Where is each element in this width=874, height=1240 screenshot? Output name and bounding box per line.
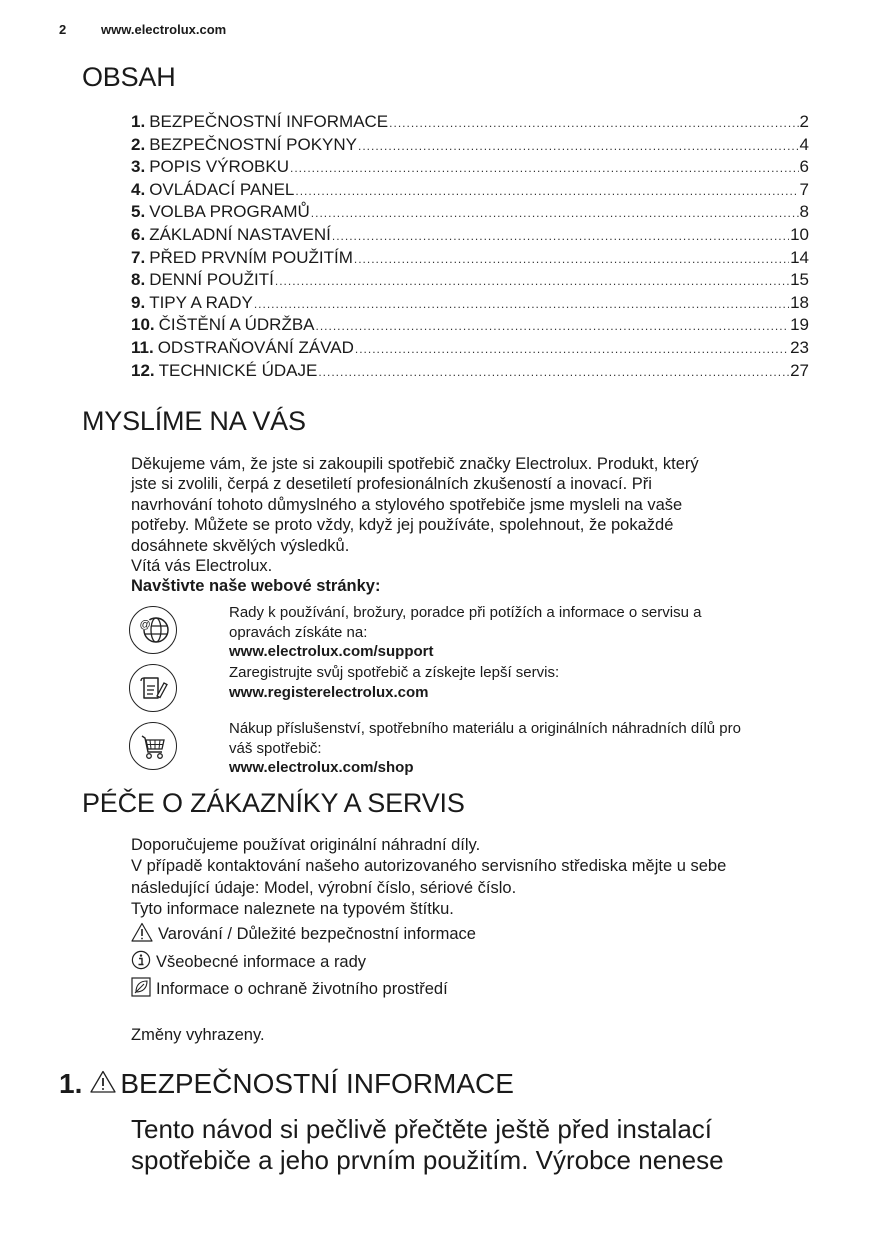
toc-page: 10 bbox=[790, 224, 809, 244]
toc-item[interactable] bbox=[131, 315, 809, 338]
toc-number: 7. bbox=[131, 247, 146, 267]
toc-item[interactable] bbox=[131, 202, 809, 225]
service-title: PÉČE O ZÁKAZNÍKY A SERVIS bbox=[82, 788, 465, 818]
toc-label: PŘED PRVNÍM POUŽITÍM bbox=[149, 247, 353, 267]
text-line: následující údaje: Model, výrobní číslo, sériové číslo. bbox=[131, 878, 517, 897]
toc-page: 6 bbox=[799, 157, 809, 177]
text-line: spotřebiče a jeho prvním použitím. Výrobce nenese bbox=[131, 1145, 724, 1175]
leaf-icon bbox=[131, 977, 151, 1002]
toc-number: 6. bbox=[131, 224, 146, 244]
text-line: dosáhnete skvělých výsledků. bbox=[131, 536, 350, 555]
header-url: www.electrolux.com bbox=[101, 22, 227, 37]
text-line: váš spotřebič: bbox=[229, 739, 322, 757]
support-link-block bbox=[229, 603, 701, 662]
toc-label: TIPY A RADY bbox=[149, 292, 253, 312]
toc-item[interactable] bbox=[131, 361, 809, 384]
legend-environment bbox=[131, 977, 448, 1002]
toc-leader bbox=[295, 184, 798, 198]
section-1-heading bbox=[59, 1068, 514, 1100]
toc-label: POPIS VÝROBKU bbox=[149, 157, 290, 177]
text-line: Děkujeme vám, že jste si zakoupili spotřebič značky Electrolux. Produkt, který bbox=[131, 455, 699, 473]
toc-page: 15 bbox=[790, 270, 809, 290]
toc-number: 2. bbox=[131, 134, 146, 154]
text-line: Doporučujeme používat originální náhradní díly. bbox=[131, 836, 481, 854]
toc-leader bbox=[290, 161, 799, 175]
toc-label: VOLBA PROGRAMŮ bbox=[149, 202, 310, 222]
thinking-paragraph bbox=[131, 454, 699, 597]
toc-leader bbox=[311, 206, 799, 220]
toc-label: ČIŠTĚNÍ A ÚDRŽBA bbox=[158, 315, 315, 335]
toc-number: 3. bbox=[131, 157, 146, 177]
toc-item[interactable] bbox=[131, 248, 809, 271]
changes-note: Změny vyhrazeny. bbox=[131, 1026, 265, 1044]
toc-label: ZÁKLADNÍ NASTAVENÍ bbox=[149, 224, 331, 244]
toc-title: OBSAH bbox=[82, 62, 176, 92]
toc-leader bbox=[354, 252, 789, 266]
svg-text:@: @ bbox=[139, 619, 151, 631]
legend-info bbox=[131, 950, 366, 975]
text-line: Tento návod si pečlivě přečtěte ještě před instalací bbox=[131, 1114, 713, 1144]
toc-page: 2 bbox=[799, 112, 809, 131]
toc-leader bbox=[316, 319, 790, 333]
text-line: jste si zvolili, čerpá z desetiletí profesionálních zkušeností a inovací. Při bbox=[131, 475, 652, 494]
toc-page: 4 bbox=[799, 134, 809, 154]
toc-label: TECHNICKÉ ÚDAJE bbox=[158, 360, 318, 380]
cart-icon bbox=[129, 722, 177, 770]
toc-number: 1. bbox=[131, 112, 146, 131]
text-line: Nákup příslušenství, spotřebního materiálu a originálních náhradních dílů pro bbox=[229, 720, 741, 737]
toc-item[interactable] bbox=[131, 135, 809, 158]
text-line: Tyto informace naleznete na typovém štítku. bbox=[131, 899, 454, 918]
text-line: opravách získáte na: bbox=[229, 623, 368, 641]
toc-leader bbox=[254, 297, 789, 311]
legend-warning bbox=[131, 922, 476, 947]
support-link[interactable]: www.electrolux.com/support bbox=[229, 643, 434, 661]
toc-label: DENNÍ POUŽITÍ bbox=[149, 270, 274, 290]
legend-text: Varování / Důležité bezpečnostní informace bbox=[158, 925, 476, 943]
info-icon bbox=[131, 950, 151, 975]
text-line: Zaregistrujte svůj spotřebič a získejte lepší servis: bbox=[229, 664, 560, 681]
register-link[interactable]: www.registerelectrolux.com bbox=[229, 683, 429, 701]
toc-item[interactable] bbox=[131, 157, 809, 180]
toc-leader bbox=[389, 116, 798, 130]
text-line: Vítá vás Electrolux. bbox=[131, 557, 273, 576]
toc-page: 8 bbox=[799, 202, 809, 222]
toc-page: 19 bbox=[790, 315, 809, 335]
text-line: potřeby. Můžete se proto vždy, když jej používáte, spolehnout, že pokaždé bbox=[131, 516, 674, 535]
toc-leader bbox=[275, 274, 789, 288]
toc-page: 23 bbox=[790, 337, 809, 357]
toc-leader bbox=[358, 139, 799, 153]
legend-text: Všeobecné informace a rady bbox=[156, 953, 367, 971]
toc-number: 12. bbox=[131, 360, 155, 380]
section-title: BEZPEČNOSTNÍ INFORMACE bbox=[120, 1068, 514, 1099]
toc-label: BEZPEČNOSTNÍ INFORMACE bbox=[149, 112, 389, 131]
shop-link-block bbox=[229, 719, 741, 778]
toc-number: 10. bbox=[131, 315, 155, 335]
section-number: 1. bbox=[59, 1068, 83, 1099]
toc-item[interactable] bbox=[131, 293, 809, 316]
service-paragraph bbox=[131, 835, 726, 920]
toc-item[interactable] bbox=[131, 338, 809, 361]
toc-number: 11. bbox=[131, 337, 154, 357]
toc-leader bbox=[332, 229, 789, 243]
thinking-title: MYSLÍME NA VÁS bbox=[82, 406, 306, 436]
toc-number: 8. bbox=[131, 270, 146, 290]
toc-number: 5. bbox=[131, 202, 146, 222]
section-1-intro bbox=[131, 1114, 724, 1176]
legend-text: Informace o ochraně životního prostředí bbox=[156, 980, 448, 998]
visit-label: Navštivte naše webové stránky: bbox=[131, 577, 381, 596]
warning-icon bbox=[90, 1068, 116, 1100]
text-line: navrhování tohoto důmyslného a stylového spotřebiče jsme mysleli na vaše bbox=[131, 495, 683, 514]
warning-icon bbox=[131, 922, 153, 947]
text-line: Rady k používání, brožury, poradce při potížích a informace o servisu a bbox=[229, 604, 702, 621]
table-of-contents bbox=[131, 112, 809, 383]
toc-number: 4. bbox=[131, 179, 146, 199]
toc-label: ODSTRAŇOVÁNÍ ZÁVAD bbox=[157, 337, 354, 357]
shop-link[interactable]: www.electrolux.com/shop bbox=[229, 759, 414, 777]
toc-page: 18 bbox=[790, 292, 809, 312]
text-line: V případě kontaktování našeho autorizovaného servisního střediska mějte u sebe bbox=[131, 857, 727, 876]
toc-page: 14 bbox=[790, 247, 809, 267]
page-number: 2 bbox=[59, 22, 67, 37]
toc-item[interactable] bbox=[131, 225, 809, 248]
toc-item[interactable] bbox=[131, 112, 809, 135]
toc-page: 7 bbox=[799, 179, 809, 199]
toc-item[interactable] bbox=[131, 180, 809, 203]
toc-label: OVLÁDACÍ PANEL bbox=[149, 179, 295, 199]
toc-leader bbox=[355, 342, 789, 356]
globe-icon bbox=[129, 606, 177, 654]
register-link-block bbox=[229, 663, 559, 702]
toc-label: BEZPEČNOSTNÍ POKYNY bbox=[149, 134, 358, 154]
toc-page: 27 bbox=[790, 360, 809, 380]
register-icon bbox=[129, 664, 177, 712]
toc-leader bbox=[318, 365, 789, 379]
toc-number: 9. bbox=[131, 292, 146, 312]
toc-item[interactable] bbox=[131, 270, 809, 293]
